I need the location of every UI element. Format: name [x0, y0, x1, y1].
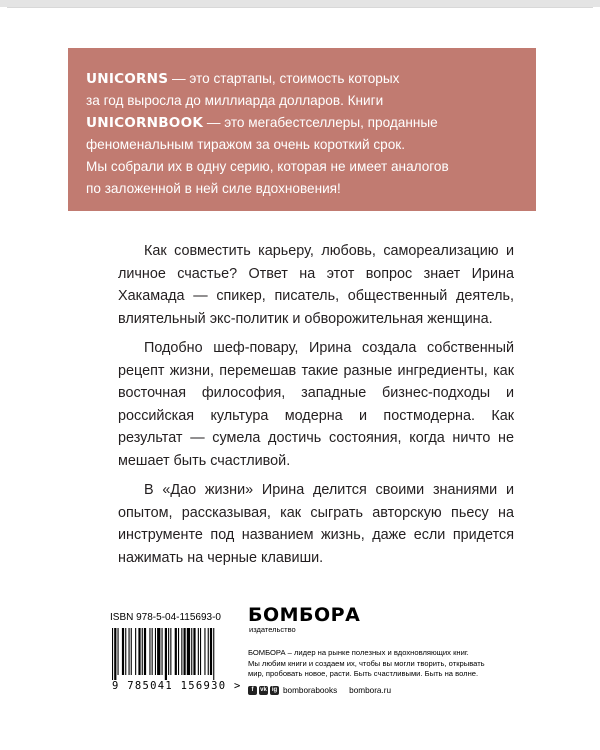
banner-line: UNICORNBOOK — это мегабестселлеры, проданные [86, 115, 438, 131]
barcode-bar [118, 628, 119, 675]
barcode-bar [170, 628, 171, 675]
publisher-subtitle: издательство [249, 625, 296, 634]
barcode-bar [122, 628, 124, 675]
barcode-bar [165, 628, 167, 680]
barcode-bar [144, 628, 146, 675]
banner-line: UNICORNS — это стартапы, стоимость которых [86, 71, 400, 87]
barcode-bar [184, 628, 186, 675]
publisher-desc-line: мир, пробовать новое, расти. Быть счастливыми. Быть на волне. [248, 669, 479, 678]
cover-trim-line [7, 7, 593, 8]
unicornbook-keyword: UNICORNBOOK [86, 115, 204, 131]
barcode-bar [142, 628, 143, 675]
barcode-digits: 9 785041 156930 > [112, 680, 242, 692]
barcode-bar [200, 628, 201, 675]
barcode-bar [181, 628, 182, 675]
barcode-bar [149, 628, 150, 675]
barcode-image [110, 628, 250, 680]
barcode-bar [204, 628, 205, 675]
unicorns-keyword: UNICORNS [86, 71, 169, 87]
cover-top-edge [0, 0, 600, 7]
barcode-bar [112, 628, 113, 680]
barcode-bar [175, 628, 177, 675]
barcode-bar [135, 628, 136, 675]
banner-line: по заложенной в ней силе вдохновения! [86, 181, 341, 196]
series-banner [68, 48, 536, 211]
instagram-icon: ig [271, 686, 278, 693]
publisher-desc-line: БОМБОРА – лидер на рынке полезных и вдохновляющих книг. [248, 648, 469, 657]
banner-line: за год выросла до миллиарда долларов. Книги [86, 93, 384, 108]
barcode-bar [138, 628, 140, 675]
barcode-bar [168, 628, 169, 675]
barcode-bar [114, 628, 116, 680]
barcode-bar [152, 628, 153, 675]
barcode-bar [193, 628, 195, 675]
barcode-bar [157, 628, 160, 675]
description-paragraph: Подобно шеф-повару, Ирина создала собственный рецепт жизни, перемешав такие разные ингредиенты, как восточная философия, западные бизнес-подходы и российская культура модерна и постмодерна. Как результат — сумела достичь состояния, когда ничто не мешает быть счастливой. [118, 340, 514, 469]
description-paragraph: Как совместить карьеру, любовь, самореализацию и личное счастье? Ответ на этот вопрос знает Ирина Хакамада — спикер, писатель, общественный деятель, влиятельный экс-политик и обворожительная женщина. [118, 243, 514, 327]
barcode-bar [155, 628, 156, 675]
publisher-block [248, 605, 518, 695]
barcode-bar [162, 628, 163, 675]
barcode-bar [198, 628, 199, 675]
publisher-desc-line: Мы любим книги и создаем их, чтобы вы могли творить, открывать [248, 658, 485, 668]
barcode-bar [210, 628, 212, 675]
banner-line: феноменальным тиражом за очень короткий срок. [86, 137, 406, 152]
vk-icon: vk [260, 686, 267, 693]
book-description [118, 240, 514, 576]
website-link[interactable]: bombora.ru [349, 685, 392, 695]
publisher-logo: БОМБОРА [248, 604, 361, 626]
barcode-bar [129, 628, 130, 675]
publisher-description [248, 648, 518, 680]
barcode-bar [178, 628, 179, 675]
isbn-label: ISBN 978-5-04-115693-0 [110, 612, 221, 623]
banner-line: Мы собрали их в одну серию, которая не имеет аналогов [86, 159, 449, 174]
barcode-bar [131, 628, 132, 675]
barcode-bar [125, 628, 126, 675]
social-handle: bomborabooks [283, 685, 338, 695]
barcode-bar [213, 628, 214, 680]
social-icons [248, 686, 279, 695]
description-paragraph: В «Дао жизни» Ирина делится своими знаниями и опытом, рассказывая, как сыграть авторскую пьесу на инструменте под названием жизнь, даже если придется нажимать на черные клавиши. [118, 482, 514, 566]
barcode-bar [191, 628, 192, 675]
facebook-icon: f [248, 686, 257, 695]
publisher-links [248, 686, 518, 695]
barcode-bar [187, 628, 190, 675]
barcode-bar [208, 628, 209, 675]
